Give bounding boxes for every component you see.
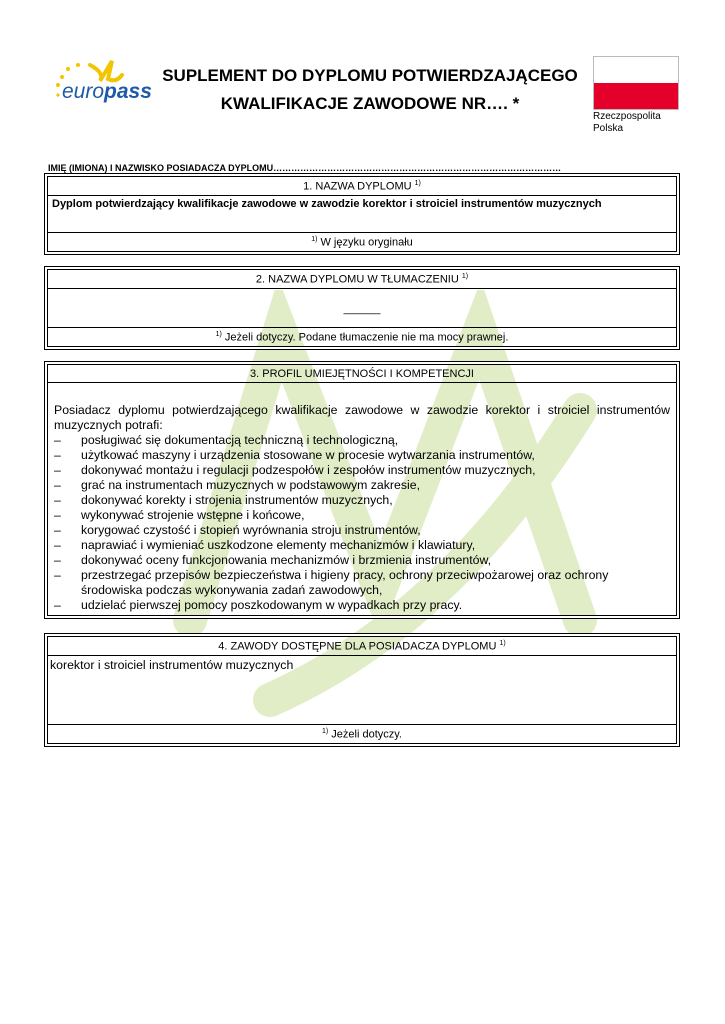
section-diploma-translation: [47, 269, 677, 347]
europass-logo-text: europass: [62, 80, 152, 103]
document-title: [160, 62, 580, 118]
section-content: Dyplom potwierdzający kwalifikacje zawodowe w zawodzie korektor i stroiciel instrumentów muzycznych: [52, 197, 602, 210]
section-heading: 2. NAZWA DYPLOMU W TŁUMACZENIU $^{1)}$: [48, 270, 676, 289]
list-item: – dokonywać montażu i regulacji podzespołów i zespołów instrumentów muzycznych,: [54, 463, 670, 478]
holder-name-line: IMIĘ (IMIONA) I NAZWISKO POSIADACZA DYPLOMU……………………………………………………………………………………: [48, 163, 562, 173]
section-footnote: $^{1)}$ W języku oryginału: [48, 232, 676, 251]
section-heading: 3. PROFIL UMIEJĘTNOŚCI I KOMPETENCJI: [48, 365, 676, 383]
list-item: – wykonywać strojenie wstępne i końcowe,: [54, 508, 670, 523]
list-item: – przestrzegać przepisów bezpieczeństwa i higieny pracy, ochrony przeciwpożarowej oraz ochrony środowiska podczas wykonywania zadań zawodowych,: [54, 568, 670, 598]
list-item: – dokonywać oceny funkcjonowania mechanizmów i brzmienia instrumentów,: [54, 553, 670, 568]
polish-flag: [593, 56, 679, 110]
section-heading: 4. ZAWODY DOSTĘPNE DLA POSIADACZA DYPLOMU $^{1)}$: [48, 637, 676, 656]
list-item: – grać na instrumentach muzycznych w podstawowym zakresie,: [54, 478, 670, 493]
skills-intro: Posiadacz dyplomu potwierdzającego kwalifikacje zawodowe w zawodzie korektor i stroiciel instrumentów muzycznych potrafi:: [54, 403, 670, 432]
section-available-professions: [47, 636, 677, 744]
list-item: – użytkować maszyny i urządzenia stosowane w procesie wytwarzania instrumentów,: [54, 448, 670, 463]
skills-list: [54, 433, 670, 613]
country-name: Rzeczpospolita Polska: [593, 111, 661, 134]
section-footnote: $^{1)}$ Jeżeli dotyczy. Podane tłumaczenie nie ma mocy prawnej.: [48, 327, 676, 346]
title-line-2: KWALIFIKACJE ZAWODOWE NR…. *: [220, 94, 520, 113]
section-content: ______: [343, 302, 381, 315]
title-line-1: SUPLEMENT DO DYPLOMU POTWIERDZAJĄCEGO: [162, 66, 578, 85]
list-item: – korygować czystość i stopień wyrównania stroju instrumentów,: [54, 523, 670, 538]
list-item: – udzielać pierwszej pomocy poszkodowanym w wypadkach przy pracy.: [54, 598, 670, 613]
section-skills-profile: [47, 364, 677, 616]
section-content: korektor i stroiciel instrumentów muzycznych: [50, 657, 294, 672]
list-item: – naprawiać i wymieniać uszkodzone elementy mechanizmów i klawiatury,: [54, 538, 670, 553]
section-heading: 1. NAZWA DYPLOMU $^{1)}$: [48, 177, 676, 196]
list-item: – posługiwać się dokumentacją techniczną i technologiczną,: [54, 433, 670, 448]
section-footnote: $^{1)}$ Jeżeli dotyczy.: [48, 724, 676, 743]
skills-content: [48, 403, 676, 613]
section-diploma-name: [47, 176, 677, 252]
list-item: – dokonywać korekty i strojenia instrumentów muzycznych,: [54, 493, 670, 508]
